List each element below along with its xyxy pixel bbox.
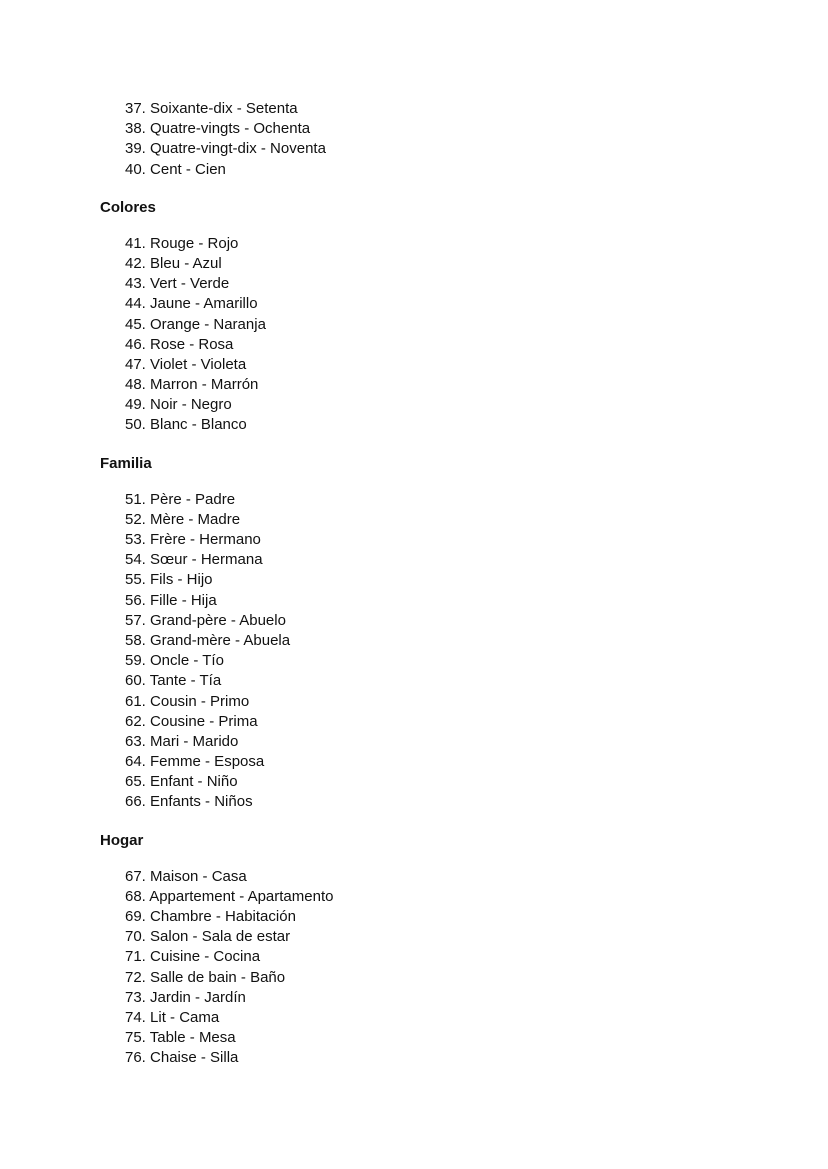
vocabulary-list [100, 490, 333, 813]
list-item: 65. Enfant - Niño [125, 773, 238, 791]
vocabulary-list [100, 99, 333, 180]
list-item: 48. Marron - Marrón [125, 376, 259, 394]
section-heading: Hogar [100, 831, 144, 849]
list-item: 75. Table - Mesa [125, 1029, 236, 1047]
list-item: 58. Grand-mère - Abuela [125, 631, 291, 649]
list-item: 40. Cent - Cien [125, 160, 226, 178]
list-item: 55. Fils - Hijo [125, 571, 213, 589]
list-item: 56. Fille - Hija [125, 591, 217, 609]
list-item: 60. Tante - Tía [125, 672, 222, 690]
list-item: 68. Appartement - Apartamento [125, 887, 334, 905]
list-item: 42. Bleu - Azul [125, 254, 222, 272]
list-item: 67. Maison - Casa [125, 867, 247, 885]
section-heading: Familia [100, 454, 152, 472]
list-item: 47. Violet - Violeta [125, 355, 247, 373]
list-item: 46. Rose - Rosa [125, 335, 234, 353]
list-item: 61. Cousin - Primo [125, 692, 250, 710]
document-page [100, 99, 333, 1069]
vocabulary-list [100, 234, 333, 436]
list-item: 73. Jardin - Jardín [125, 988, 246, 1006]
list-item: 64. Femme - Esposa [125, 753, 265, 771]
list-item: 37. Soixante-dix - Setenta [125, 100, 298, 117]
list-item: 51. Père - Padre [125, 490, 236, 508]
list-item: 38. Quatre-vingts - Ochenta [125, 120, 311, 138]
list-item: 76. Chaise - Silla [125, 1049, 239, 1067]
list-item: 41. Rouge - Rojo [125, 234, 239, 252]
section-heading: Colores [100, 198, 156, 216]
list-item: 70. Salon - Sala de estar [125, 928, 291, 946]
list-item: 62. Cousine - Prima [125, 712, 258, 730]
list-item: 74. Lit - Cama [125, 1008, 220, 1026]
list-item: 69. Chambre - Habitación [125, 908, 296, 925]
list-item: 72. Salle de bain - Baño [125, 968, 286, 986]
list-item: 57. Grand-père - Abuelo [125, 611, 286, 629]
list-item: 59. Oncle - Tío [125, 652, 224, 670]
list-item: 53. Frère - Hermano [125, 531, 261, 548]
list-item: 71. Cuisine - Cocina [125, 948, 261, 966]
list-item: 52. Mère - Madre [125, 510, 241, 528]
vocabulary-list [100, 867, 333, 1069]
list-item: 50. Blanc - Blanco [125, 416, 247, 434]
list-item: 44. Jaune - Amarillo [125, 295, 258, 313]
list-item: 45. Orange - Naranja [125, 315, 266, 333]
list-item: 63. Mari - Marido [125, 732, 239, 750]
list-item: 43. Vert - Verde [125, 275, 230, 293]
list-item: 54. Sœur - Hermana [125, 551, 263, 569]
list-item: 49. Noir - Negro [125, 396, 232, 414]
list-item: 66. Enfants - Niños [125, 793, 253, 811]
list-item: 39. Quatre-vingt-dix - Noventa [125, 140, 326, 158]
